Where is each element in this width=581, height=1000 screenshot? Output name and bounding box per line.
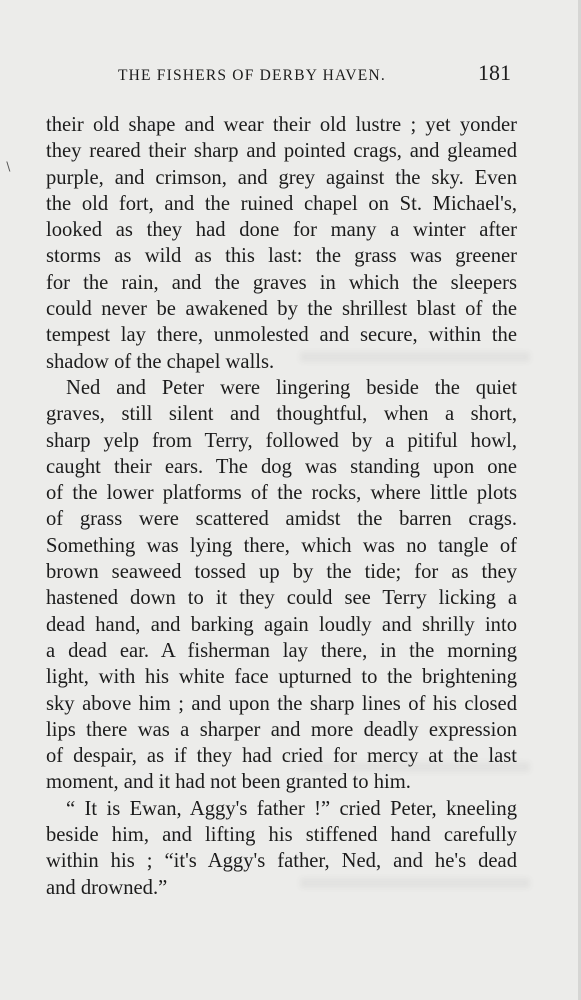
text-line: storms as wild as this last: the grass was greener bbox=[46, 245, 517, 268]
text-line: the old fort, and the ruined chapel on St. Michael's, bbox=[46, 192, 517, 215]
text-line: within his ; “it's Aggy's father, Ned, and he's dead bbox=[46, 850, 517, 873]
text-line: sharp yelp from Terry, followed by a pitiful howl, bbox=[46, 429, 517, 452]
page-number: 181 bbox=[478, 60, 511, 85]
text-line: lips there was a sharper and more deadly expression bbox=[46, 718, 517, 741]
text-line: dead hand, and barking again loudly and shrilly into bbox=[46, 613, 517, 636]
text-line: Something was lying there, which was no tangle of bbox=[46, 534, 517, 557]
text-line: a dead ear. A fisherman lay there, in the morning bbox=[46, 639, 517, 662]
text-line: they reared their sharp and pointed crags, and gleamed bbox=[46, 140, 517, 163]
text-line: hastened down to it they could see Terry licking a bbox=[46, 587, 517, 610]
text-line: and drowned.” bbox=[46, 876, 168, 899]
text-line: sky above him ; and upon the sharp lines of his closed bbox=[46, 692, 517, 715]
text-line: shadow of the chapel walls. bbox=[46, 350, 275, 373]
text-line: looked as they had done for many a winter after bbox=[46, 219, 517, 242]
text-line: graves, still silent and thoughtful, when a short, bbox=[46, 403, 517, 426]
text-line: moment, and it had not been granted to him. bbox=[46, 771, 411, 794]
text-line: their old shape and wear their old lustre ; yet yonder bbox=[46, 114, 517, 136]
text-line: beside him, and lifting his stiffened hand carefully bbox=[46, 824, 517, 847]
text-line: of despair, as if they had cried for mercy at the last bbox=[46, 745, 517, 768]
text-line: brown seaweed tossed up by the tide; for as they bbox=[46, 561, 517, 584]
text-line: light, with his white face upturned to the brightening bbox=[46, 666, 517, 689]
text-line: of the lower platforms of the rocks, where little plots bbox=[46, 482, 517, 505]
text-line: Ned and Peter were lingering beside the quiet bbox=[66, 376, 517, 399]
text-line: “ It is Ewan, Aggy's father !” cried Peter, kneeling bbox=[66, 797, 517, 820]
text-line: caught their ears. The dog was standing upon one bbox=[46, 455, 517, 478]
text-line: for the rain, and the graves in which the sleepers bbox=[46, 271, 517, 294]
body-text bbox=[46, 112, 517, 901]
text-line: of grass were scattered amidst the barren crags. bbox=[46, 508, 517, 531]
text-line: could never be awakened by the shrillest blast of the bbox=[46, 298, 517, 321]
stray-mark: ∖ bbox=[4, 160, 12, 174]
text-line: purple, and crimson, and grey against the sky. Even bbox=[46, 166, 517, 189]
text-line: tempest lay there, unmolested and secure, within the bbox=[46, 324, 517, 347]
running-title: THE FISHERS OF DERBY HAVEN. bbox=[118, 67, 386, 84]
